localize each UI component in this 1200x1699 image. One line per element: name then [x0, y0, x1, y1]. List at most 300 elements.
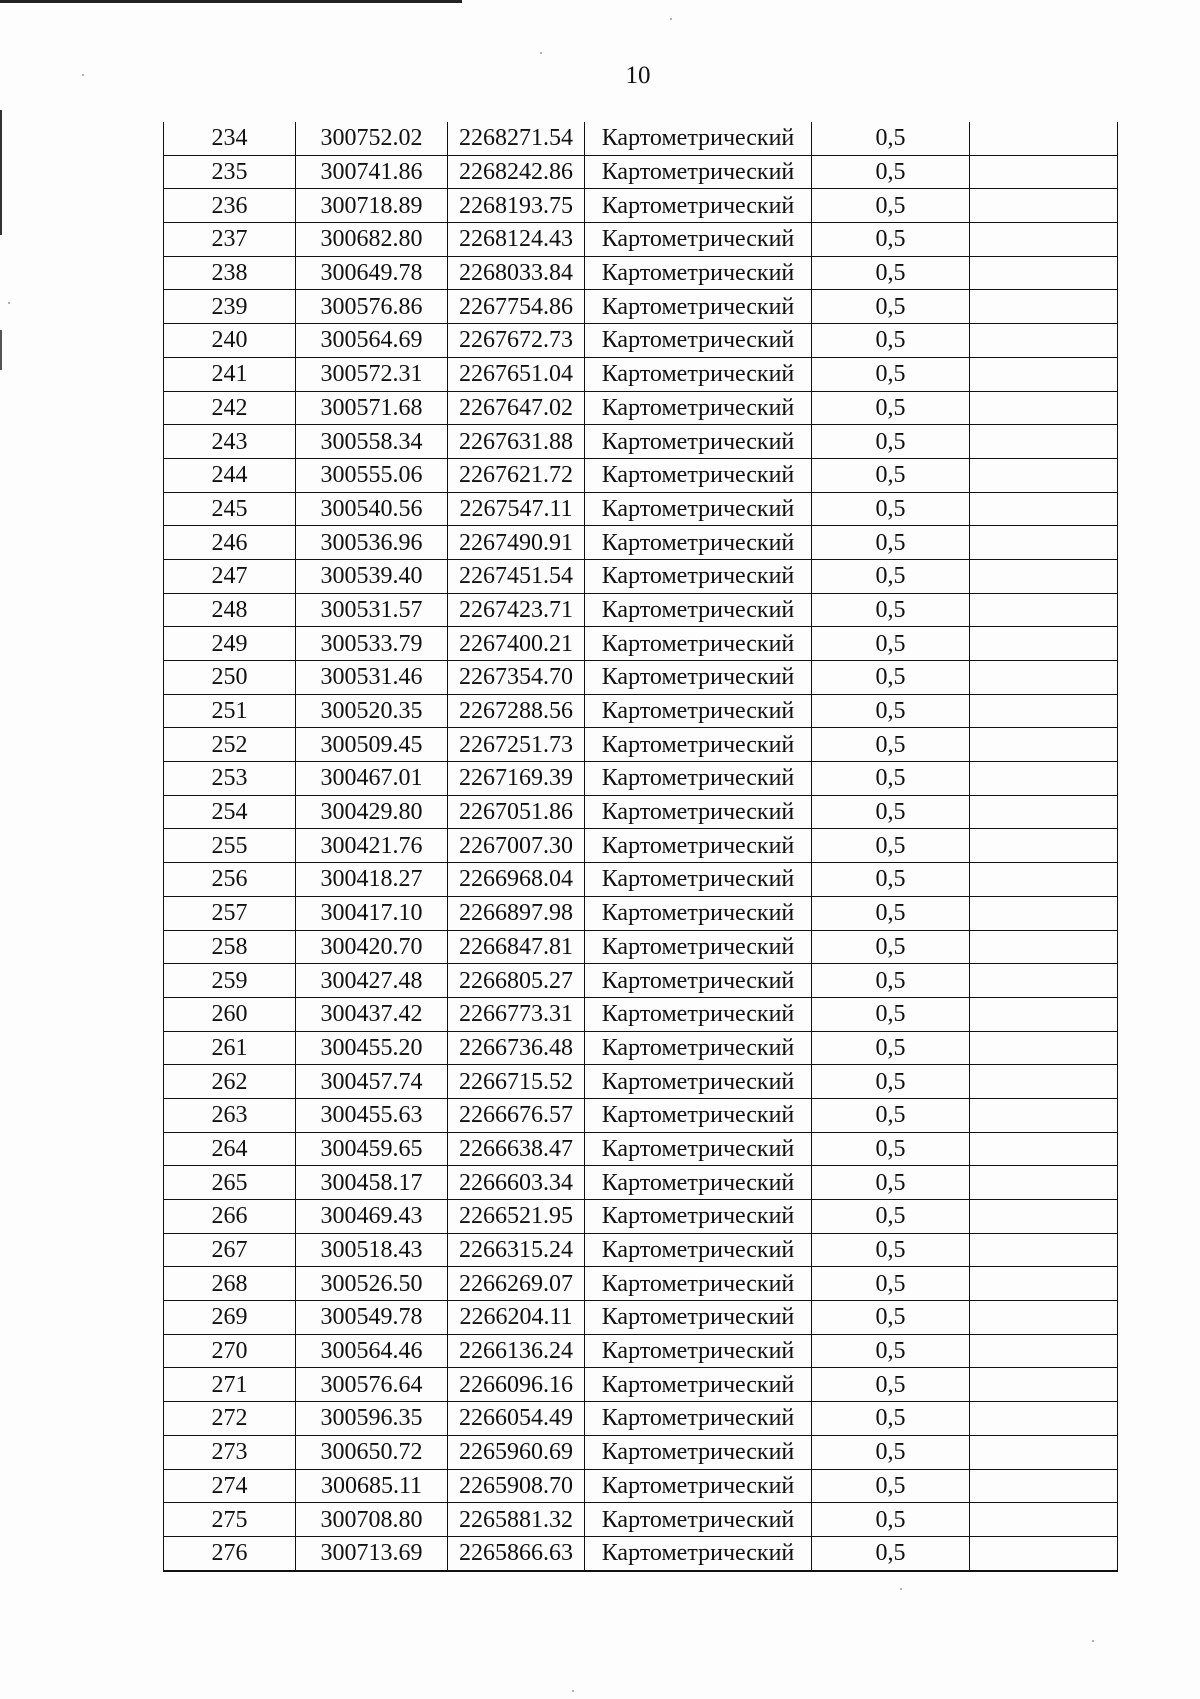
accuracy-cell: 0,5 — [812, 1267, 970, 1301]
table-row — [164, 863, 1118, 897]
x-coordinate-cell: 300518.43 — [296, 1233, 448, 1267]
note-cell — [970, 1536, 1118, 1570]
note-cell — [970, 1065, 1118, 1099]
note-cell — [970, 526, 1118, 560]
point-number-cell: 255 — [164, 829, 296, 863]
point-number-cell: 234 — [164, 122, 296, 155]
y-coordinate-cell: 2268033.84 — [448, 256, 585, 290]
table-row — [164, 593, 1118, 627]
note-cell — [970, 223, 1118, 257]
y-coordinate-cell: 2266315.24 — [448, 1233, 585, 1267]
point-number-cell: 244 — [164, 458, 296, 492]
accuracy-cell: 0,5 — [812, 762, 970, 796]
y-coordinate-cell: 2267631.88 — [448, 425, 585, 459]
x-coordinate-cell: 300558.34 — [296, 425, 448, 459]
x-coordinate-cell: 300682.80 — [296, 223, 448, 257]
method-cell: Картометрический — [585, 1503, 812, 1537]
note-cell — [970, 1031, 1118, 1065]
x-coordinate-cell: 300576.64 — [296, 1368, 448, 1402]
note-cell — [970, 593, 1118, 627]
note-cell — [970, 829, 1118, 863]
accuracy-cell: 0,5 — [812, 122, 970, 155]
accuracy-cell: 0,5 — [812, 357, 970, 391]
accuracy-cell: 0,5 — [812, 1469, 970, 1503]
y-coordinate-cell: 2266897.98 — [448, 896, 585, 930]
point-number-cell: 260 — [164, 997, 296, 1031]
x-coordinate-cell: 300420.70 — [296, 930, 448, 964]
x-coordinate-cell: 300649.78 — [296, 256, 448, 290]
accuracy-cell: 0,5 — [812, 896, 970, 930]
point-number-cell: 235 — [164, 155, 296, 189]
point-number-cell: 271 — [164, 1368, 296, 1402]
y-coordinate-cell: 2266715.52 — [448, 1065, 585, 1099]
accuracy-cell: 0,5 — [812, 863, 970, 897]
x-coordinate-cell: 300418.27 — [296, 863, 448, 897]
y-coordinate-cell: 2266676.57 — [448, 1098, 585, 1132]
method-cell: Картометрический — [585, 1267, 812, 1301]
table-row — [164, 762, 1118, 796]
point-number-cell: 242 — [164, 391, 296, 425]
table-row — [164, 1301, 1118, 1335]
note-cell — [970, 627, 1118, 661]
y-coordinate-cell: 2267354.70 — [448, 661, 585, 695]
table-row — [164, 1435, 1118, 1469]
y-coordinate-cell: 2268124.43 — [448, 223, 585, 257]
note-cell — [970, 795, 1118, 829]
x-coordinate-cell: 300531.57 — [296, 593, 448, 627]
accuracy-cell: 0,5 — [812, 930, 970, 964]
x-coordinate-cell: 300427.48 — [296, 964, 448, 998]
y-coordinate-cell: 2267451.54 — [448, 559, 585, 593]
method-cell: Картометрический — [585, 896, 812, 930]
accuracy-cell: 0,5 — [812, 290, 970, 324]
x-coordinate-cell: 300650.72 — [296, 1435, 448, 1469]
note-cell — [970, 1200, 1118, 1234]
x-coordinate-cell: 300526.50 — [296, 1267, 448, 1301]
method-cell: Картометрический — [585, 122, 812, 155]
y-coordinate-cell: 2266096.16 — [448, 1368, 585, 1402]
note-cell — [970, 256, 1118, 290]
method-cell: Картометрический — [585, 1368, 812, 1402]
note-cell — [970, 1301, 1118, 1335]
accuracy-cell: 0,5 — [812, 964, 970, 998]
x-coordinate-cell: 300457.74 — [296, 1065, 448, 1099]
x-coordinate-cell: 300718.89 — [296, 189, 448, 223]
method-cell: Картометрический — [585, 1402, 812, 1436]
method-cell: Картометрический — [585, 223, 812, 257]
x-coordinate-cell: 300564.69 — [296, 324, 448, 358]
method-cell: Картометрический — [585, 559, 812, 593]
method-cell: Картометрический — [585, 593, 812, 627]
y-coordinate-cell: 2266968.04 — [448, 863, 585, 897]
x-coordinate-cell: 300417.10 — [296, 896, 448, 930]
accuracy-cell: 0,5 — [812, 425, 970, 459]
note-cell — [970, 930, 1118, 964]
x-coordinate-cell: 300458.17 — [296, 1166, 448, 1200]
accuracy-cell: 0,5 — [812, 1368, 970, 1402]
table-row — [164, 829, 1118, 863]
method-cell: Картометрический — [585, 324, 812, 358]
y-coordinate-cell: 2265881.32 — [448, 1503, 585, 1537]
x-coordinate-cell: 300459.65 — [296, 1132, 448, 1166]
note-cell — [970, 661, 1118, 695]
x-coordinate-cell: 300469.43 — [296, 1200, 448, 1234]
scan-speck — [540, 52, 542, 54]
y-coordinate-cell: 2266204.11 — [448, 1301, 585, 1335]
y-coordinate-cell: 2267547.11 — [448, 492, 585, 526]
accuracy-cell: 0,5 — [812, 1536, 970, 1570]
method-cell: Картометрический — [585, 492, 812, 526]
accuracy-cell: 0,5 — [812, 1200, 970, 1234]
point-number-cell: 263 — [164, 1098, 296, 1132]
method-cell: Картометрический — [585, 458, 812, 492]
table-row — [164, 458, 1118, 492]
table-row — [164, 256, 1118, 290]
accuracy-cell: 0,5 — [812, 661, 970, 695]
table-row — [164, 1334, 1118, 1368]
note-cell — [970, 1469, 1118, 1503]
accuracy-cell: 0,5 — [812, 627, 970, 661]
method-cell: Картометрический — [585, 155, 812, 189]
method-cell: Картометрический — [585, 1334, 812, 1368]
x-coordinate-cell: 300421.76 — [296, 829, 448, 863]
note-cell — [970, 964, 1118, 998]
accuracy-cell: 0,5 — [812, 458, 970, 492]
table-row — [164, 1368, 1118, 1402]
y-coordinate-cell: 2266521.95 — [448, 1200, 585, 1234]
note-cell — [970, 559, 1118, 593]
accuracy-cell: 0,5 — [812, 694, 970, 728]
method-cell: Картометрический — [585, 189, 812, 223]
table-row — [164, 1132, 1118, 1166]
note-cell — [970, 1402, 1118, 1436]
note-cell — [970, 863, 1118, 897]
scan-edge-line — [0, 0, 462, 3]
table-row — [164, 1065, 1118, 1099]
method-cell: Картометрический — [585, 1098, 812, 1132]
accuracy-cell: 0,5 — [812, 1503, 970, 1537]
method-cell: Картометрический — [585, 795, 812, 829]
y-coordinate-cell: 2266269.07 — [448, 1267, 585, 1301]
y-coordinate-cell: 2265908.70 — [448, 1469, 585, 1503]
y-coordinate-cell: 2266773.31 — [448, 997, 585, 1031]
accuracy-cell: 0,5 — [812, 829, 970, 863]
table-row — [164, 1402, 1118, 1436]
y-coordinate-cell: 2267621.72 — [448, 458, 585, 492]
method-cell: Картометрический — [585, 1065, 812, 1099]
note-cell — [970, 290, 1118, 324]
point-number-cell: 274 — [164, 1469, 296, 1503]
note-cell — [970, 1267, 1118, 1301]
accuracy-cell: 0,5 — [812, 1301, 970, 1335]
table-row — [164, 223, 1118, 257]
y-coordinate-cell: 2266805.27 — [448, 964, 585, 998]
table-row — [164, 290, 1118, 324]
x-coordinate-cell: 300549.78 — [296, 1301, 448, 1335]
x-coordinate-cell: 300752.02 — [296, 122, 448, 155]
x-coordinate-cell: 300685.11 — [296, 1469, 448, 1503]
y-coordinate-cell: 2265960.69 — [448, 1435, 585, 1469]
point-number-cell: 276 — [164, 1536, 296, 1570]
method-cell: Картометрический — [585, 1166, 812, 1200]
table-row — [164, 896, 1118, 930]
note-cell — [970, 1233, 1118, 1267]
coordinates-table — [163, 122, 1118, 1572]
accuracy-cell: 0,5 — [812, 223, 970, 257]
accuracy-cell: 0,5 — [812, 526, 970, 560]
table-row — [164, 155, 1118, 189]
x-coordinate-cell: 300455.20 — [296, 1031, 448, 1065]
note-cell — [970, 1368, 1118, 1402]
point-number-cell: 269 — [164, 1301, 296, 1335]
method-cell: Картометрический — [585, 391, 812, 425]
method-cell: Картометрический — [585, 1132, 812, 1166]
note-cell — [970, 694, 1118, 728]
table-row — [164, 661, 1118, 695]
y-coordinate-cell: 2267647.02 — [448, 391, 585, 425]
method-cell: Картометрический — [585, 290, 812, 324]
point-number-cell: 265 — [164, 1166, 296, 1200]
point-number-cell: 268 — [164, 1267, 296, 1301]
x-coordinate-cell: 300536.96 — [296, 526, 448, 560]
y-coordinate-cell: 2267651.04 — [448, 357, 585, 391]
scan-speck — [572, 1690, 574, 1692]
method-cell: Картометрический — [585, 1301, 812, 1335]
point-number-cell: 248 — [164, 593, 296, 627]
method-cell: Картометрический — [585, 357, 812, 391]
scan-speck — [8, 302, 10, 304]
method-cell: Картометрический — [585, 1536, 812, 1570]
accuracy-cell: 0,5 — [812, 324, 970, 358]
note-cell — [970, 762, 1118, 796]
x-coordinate-cell: 300708.80 — [296, 1503, 448, 1537]
x-coordinate-cell: 300572.31 — [296, 357, 448, 391]
y-coordinate-cell: 2265866.63 — [448, 1536, 585, 1570]
accuracy-cell: 0,5 — [812, 1435, 970, 1469]
x-coordinate-cell: 300467.01 — [296, 762, 448, 796]
accuracy-cell: 0,5 — [812, 155, 970, 189]
y-coordinate-cell: 2268271.54 — [448, 122, 585, 155]
table-row — [164, 1031, 1118, 1065]
point-number-cell: 246 — [164, 526, 296, 560]
scan-speck — [1092, 1640, 1094, 1642]
point-number-cell: 259 — [164, 964, 296, 998]
table-row — [164, 1536, 1118, 1570]
method-cell: Картометрический — [585, 694, 812, 728]
table-row — [164, 1200, 1118, 1234]
method-cell: Картометрический — [585, 728, 812, 762]
note-cell — [970, 324, 1118, 358]
table-row — [164, 122, 1118, 155]
accuracy-cell: 0,5 — [812, 559, 970, 593]
accuracy-cell: 0,5 — [812, 189, 970, 223]
table-row — [164, 1166, 1118, 1200]
x-coordinate-cell: 300555.06 — [296, 458, 448, 492]
note-cell — [970, 1435, 1118, 1469]
y-coordinate-cell: 2266054.49 — [448, 1402, 585, 1436]
method-cell: Картометрический — [585, 1435, 812, 1469]
y-coordinate-cell: 2267400.21 — [448, 627, 585, 661]
note-cell — [970, 492, 1118, 526]
method-cell: Картометрический — [585, 997, 812, 1031]
method-cell: Картометрический — [585, 762, 812, 796]
table-row — [164, 1503, 1118, 1537]
accuracy-cell: 0,5 — [812, 492, 970, 526]
y-coordinate-cell: 2267490.91 — [448, 526, 585, 560]
method-cell: Картометрический — [585, 1233, 812, 1267]
x-coordinate-cell: 300741.86 — [296, 155, 448, 189]
point-number-cell: 264 — [164, 1132, 296, 1166]
note-cell — [970, 155, 1118, 189]
x-coordinate-cell: 300540.56 — [296, 492, 448, 526]
point-number-cell: 270 — [164, 1334, 296, 1368]
method-cell: Картометрический — [585, 661, 812, 695]
note-cell — [970, 896, 1118, 930]
y-coordinate-cell: 2266136.24 — [448, 1334, 585, 1368]
table-row — [164, 492, 1118, 526]
method-cell: Картометрический — [585, 863, 812, 897]
point-number-cell: 261 — [164, 1031, 296, 1065]
point-number-cell: 272 — [164, 1402, 296, 1436]
note-cell — [970, 1098, 1118, 1132]
point-number-cell: 243 — [164, 425, 296, 459]
accuracy-cell: 0,5 — [812, 1098, 970, 1132]
y-coordinate-cell: 2268242.86 — [448, 155, 585, 189]
note-cell — [970, 997, 1118, 1031]
x-coordinate-cell: 300564.46 — [296, 1334, 448, 1368]
y-coordinate-cell: 2267169.39 — [448, 762, 585, 796]
coordinates-table-wrapper — [163, 122, 1117, 1572]
table-row — [164, 391, 1118, 425]
scan-speck — [670, 18, 672, 20]
note-cell — [970, 1334, 1118, 1368]
y-coordinate-cell: 2267423.71 — [448, 593, 585, 627]
method-cell: Картометрический — [585, 930, 812, 964]
table-row — [164, 425, 1118, 459]
method-cell: Картометрический — [585, 1469, 812, 1503]
accuracy-cell: 0,5 — [812, 391, 970, 425]
x-coordinate-cell: 300596.35 — [296, 1402, 448, 1436]
note-cell — [970, 391, 1118, 425]
table-row — [164, 1267, 1118, 1301]
point-number-cell: 257 — [164, 896, 296, 930]
note-cell — [970, 425, 1118, 459]
point-number-cell: 251 — [164, 694, 296, 728]
y-coordinate-cell: 2267288.56 — [448, 694, 585, 728]
accuracy-cell: 0,5 — [812, 728, 970, 762]
x-coordinate-cell: 300533.79 — [296, 627, 448, 661]
point-number-cell: 262 — [164, 1065, 296, 1099]
table-row — [164, 526, 1118, 560]
accuracy-cell: 0,5 — [812, 593, 970, 627]
x-coordinate-cell: 300437.42 — [296, 997, 448, 1031]
point-number-cell: 241 — [164, 357, 296, 391]
table-row — [164, 1098, 1118, 1132]
table-row — [164, 627, 1118, 661]
note-cell — [970, 1503, 1118, 1537]
note-cell — [970, 1132, 1118, 1166]
accuracy-cell: 0,5 — [812, 1031, 970, 1065]
table-row — [164, 997, 1118, 1031]
point-number-cell: 267 — [164, 1233, 296, 1267]
point-number-cell: 252 — [164, 728, 296, 762]
y-coordinate-cell: 2267672.73 — [448, 324, 585, 358]
point-number-cell: 254 — [164, 795, 296, 829]
table-row — [164, 694, 1118, 728]
x-coordinate-cell: 300429.80 — [296, 795, 448, 829]
accuracy-cell: 0,5 — [812, 256, 970, 290]
scan-edge-line — [0, 330, 2, 370]
table-row — [164, 930, 1118, 964]
x-coordinate-cell: 300713.69 — [296, 1536, 448, 1570]
accuracy-cell: 0,5 — [812, 1065, 970, 1099]
y-coordinate-cell: 2266638.47 — [448, 1132, 585, 1166]
point-number-cell: 258 — [164, 930, 296, 964]
method-cell: Картометрический — [585, 425, 812, 459]
x-coordinate-cell: 300571.68 — [296, 391, 448, 425]
method-cell: Картометрический — [585, 526, 812, 560]
y-coordinate-cell: 2267251.73 — [448, 728, 585, 762]
y-coordinate-cell: 2267051.86 — [448, 795, 585, 829]
scan-speck — [82, 74, 84, 76]
point-number-cell: 256 — [164, 863, 296, 897]
table-row — [164, 189, 1118, 223]
point-number-cell: 240 — [164, 324, 296, 358]
table-row — [164, 1469, 1118, 1503]
point-number-cell: 250 — [164, 661, 296, 695]
x-coordinate-cell: 300520.35 — [296, 694, 448, 728]
table-row — [164, 964, 1118, 998]
accuracy-cell: 0,5 — [812, 1233, 970, 1267]
note-cell — [970, 189, 1118, 223]
point-number-cell: 239 — [164, 290, 296, 324]
point-number-cell: 253 — [164, 762, 296, 796]
x-coordinate-cell: 300455.63 — [296, 1098, 448, 1132]
method-cell: Картометрический — [585, 1200, 812, 1234]
y-coordinate-cell: 2266603.34 — [448, 1166, 585, 1200]
table-row — [164, 1233, 1118, 1267]
point-number-cell: 247 — [164, 559, 296, 593]
x-coordinate-cell: 300531.46 — [296, 661, 448, 695]
method-cell: Картометрический — [585, 829, 812, 863]
page-number: 10 — [625, 62, 651, 89]
point-number-cell: 275 — [164, 1503, 296, 1537]
scan-speck — [900, 1588, 902, 1590]
note-cell — [970, 458, 1118, 492]
note-cell — [970, 728, 1118, 762]
x-coordinate-cell: 300509.45 — [296, 728, 448, 762]
point-number-cell: 245 — [164, 492, 296, 526]
y-coordinate-cell: 2267007.30 — [448, 829, 585, 863]
table-row — [164, 728, 1118, 762]
note-cell — [970, 1166, 1118, 1200]
y-coordinate-cell: 2266736.48 — [448, 1031, 585, 1065]
point-number-cell: 273 — [164, 1435, 296, 1469]
note-cell — [970, 357, 1118, 391]
table-row — [164, 357, 1118, 391]
accuracy-cell: 0,5 — [812, 997, 970, 1031]
point-number-cell: 266 — [164, 1200, 296, 1234]
y-coordinate-cell: 2268193.75 — [448, 189, 585, 223]
note-cell — [970, 122, 1118, 155]
table-row — [164, 324, 1118, 358]
table-body — [164, 122, 1118, 1571]
accuracy-cell: 0,5 — [812, 1166, 970, 1200]
accuracy-cell: 0,5 — [812, 1132, 970, 1166]
point-number-cell: 238 — [164, 256, 296, 290]
accuracy-cell: 0,5 — [812, 1334, 970, 1368]
y-coordinate-cell: 2266847.81 — [448, 930, 585, 964]
